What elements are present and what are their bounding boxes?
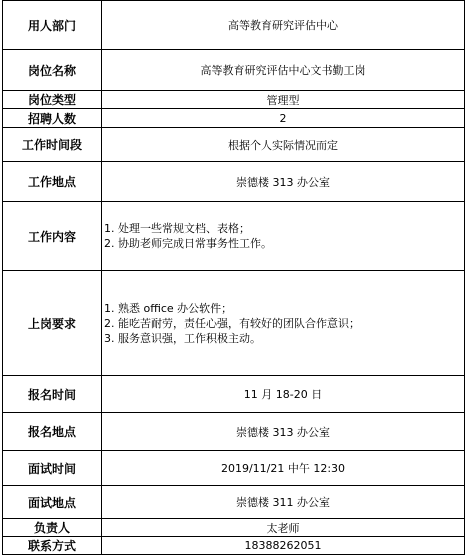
work-location-value: 崇德楼 313 办公室: [102, 162, 465, 202]
department-label: 用人部门: [3, 1, 102, 50]
row-contact-info: [3, 537, 465, 555]
requirement-line: 2. 能吃苦耐劳，责任心强，有较好的团队合作意识；: [104, 316, 360, 330]
department-value: 高等教育研究评估中心: [102, 1, 465, 50]
requirement-line: 1. 熟悉 office 办公软件；: [104, 301, 233, 315]
job-content-label: 工作内容: [3, 202, 102, 271]
interview-time-value: 2019/11/21 中午 12:30: [102, 451, 465, 486]
requirements-value: [102, 271, 465, 376]
job-content-line: 1. 处理一些常规文档、表格；: [104, 222, 250, 235]
requirements-label: 上岗要求: [3, 271, 102, 376]
work-hours-label: 工作时间段: [3, 128, 102, 162]
position-name-label: 岗位名称: [3, 50, 102, 91]
recruitment-form-table: [2, 0, 465, 555]
registration-location-label: 报名地点: [3, 413, 102, 451]
interview-time-label: 面试时间: [3, 451, 102, 486]
contact-person-value: 太老师: [102, 519, 465, 537]
contact-person-label: 负责人: [3, 519, 102, 537]
requirement-line: 3. 服务意识强，工作积极主动。: [104, 331, 261, 345]
row-job-content: [3, 202, 465, 271]
registration-time-label: 报名时间: [3, 376, 102, 413]
position-type-value: 管理型: [102, 91, 465, 109]
row-headcount: [3, 109, 465, 128]
row-position-type: [3, 91, 465, 109]
row-registration-location: [3, 413, 465, 451]
position-type-label: 岗位类型: [3, 91, 102, 109]
headcount-value: 2: [102, 109, 465, 128]
row-position-name: [3, 50, 465, 91]
headcount-label: 招聘人数: [3, 109, 102, 128]
row-contact-person: [3, 519, 465, 537]
registration-time-value: 11 月 18-20 日: [102, 376, 465, 413]
work-hours-value: 根据个人实际情况而定: [102, 128, 465, 162]
registration-location-value: 崇德楼 313 办公室: [102, 413, 465, 451]
job-content-value: [102, 202, 465, 271]
row-requirements: [3, 271, 465, 376]
work-location-label: 工作地点: [3, 162, 102, 202]
row-department: [3, 1, 465, 50]
position-name-value: 高等教育研究评估中心文书勤工岗: [102, 50, 465, 91]
row-work-hours: [3, 128, 465, 162]
row-work-location: [3, 162, 465, 202]
row-interview-location: [3, 486, 465, 519]
job-content-line: 2. 协助老师完成日常事务性工作。: [104, 237, 272, 250]
row-interview-time: [3, 451, 465, 486]
interview-location-label: 面试地点: [3, 486, 102, 519]
contact-info-label: 联系方式: [3, 537, 102, 555]
interview-location-value: 崇德楼 311 办公室: [102, 486, 465, 519]
contact-info-value: 18388262051: [102, 537, 465, 555]
row-registration-time: [3, 376, 465, 413]
